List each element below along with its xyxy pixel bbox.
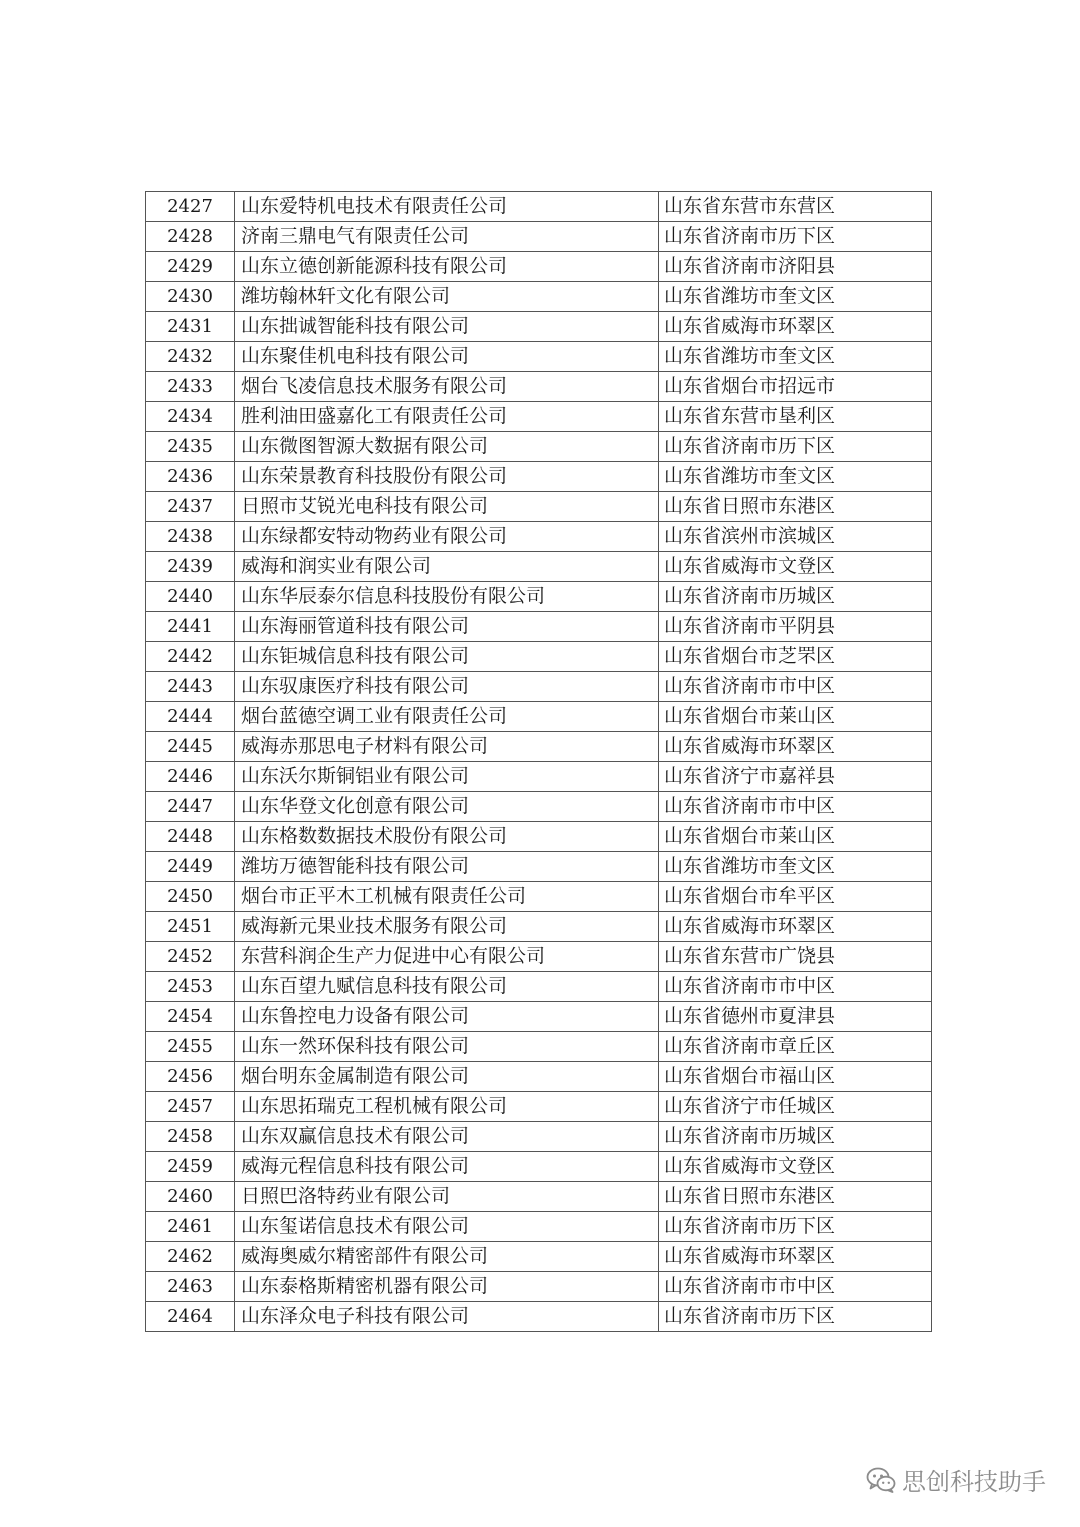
table-row	[146, 372, 932, 402]
table-row	[146, 582, 932, 612]
row-number-cell: 2461	[146, 1212, 235, 1242]
region-cell: 山东省威海市环翠区	[659, 1242, 932, 1272]
row-number-cell: 2451	[146, 912, 235, 942]
table-row	[146, 942, 932, 972]
table-row	[146, 1212, 932, 1242]
row-number-cell: 2454	[146, 1002, 235, 1032]
company-name-cell: 山东泰格斯精密机器有限公司	[235, 1272, 659, 1302]
company-name-cell: 山东格数数据技术股份有限公司	[235, 822, 659, 852]
region-cell: 山东省济南市章丘区	[659, 1032, 932, 1062]
table-row	[146, 1152, 932, 1182]
company-name-cell: 山东驭康医疗科技有限公司	[235, 672, 659, 702]
company-name-cell: 日照市艾锐光电科技有限公司	[235, 492, 659, 522]
company-name-cell: 山东荣景教育科技股份有限公司	[235, 462, 659, 492]
region-cell: 山东省烟台市福山区	[659, 1062, 932, 1092]
table-row	[146, 882, 932, 912]
company-name-cell: 山东华辰泰尔信息科技股份有限公司	[235, 582, 659, 612]
table-row	[146, 1302, 932, 1332]
company-name-cell: 山东双赢信息技术有限公司	[235, 1122, 659, 1152]
table-row	[146, 972, 932, 1002]
row-number-cell: 2429	[146, 252, 235, 282]
company-name-cell: 山东沃尔斯铜铝业有限公司	[235, 762, 659, 792]
region-cell: 山东省济南市历下区	[659, 1212, 932, 1242]
table-row	[146, 792, 932, 822]
table-row	[146, 672, 932, 702]
company-name-cell: 山东聚佳机电科技有限公司	[235, 342, 659, 372]
table-row	[146, 702, 932, 732]
table-row	[146, 912, 932, 942]
company-name-cell: 山东玺诺信息技术有限公司	[235, 1212, 659, 1242]
region-cell: 山东省潍坊市奎文区	[659, 342, 932, 372]
row-number-cell: 2436	[146, 462, 235, 492]
table-row	[146, 1032, 932, 1062]
company-name-cell: 潍坊翰林轩文化有限公司	[235, 282, 659, 312]
region-cell: 山东省烟台市牟平区	[659, 882, 932, 912]
region-cell: 山东省烟台市芝罘区	[659, 642, 932, 672]
row-number-cell: 2457	[146, 1092, 235, 1122]
row-number-cell: 2432	[146, 342, 235, 372]
wechat-icon	[866, 1467, 896, 1493]
table-row	[146, 192, 932, 222]
region-cell: 山东省潍坊市奎文区	[659, 462, 932, 492]
region-cell: 山东省威海市环翠区	[659, 732, 932, 762]
row-number-cell: 2460	[146, 1182, 235, 1212]
row-number-cell: 2459	[146, 1152, 235, 1182]
row-number-cell: 2447	[146, 792, 235, 822]
region-cell: 山东省日照市东港区	[659, 1182, 932, 1212]
row-number-cell: 2452	[146, 942, 235, 972]
company-name-cell: 山东拙诚智能科技有限公司	[235, 312, 659, 342]
region-cell: 山东省济南市平阴县	[659, 612, 932, 642]
table-row	[146, 822, 932, 852]
company-name-cell: 山东一然环保科技有限公司	[235, 1032, 659, 1062]
region-cell: 山东省威海市文登区	[659, 552, 932, 582]
row-number-cell: 2427	[146, 192, 235, 222]
row-number-cell: 2430	[146, 282, 235, 312]
row-number-cell: 2455	[146, 1032, 235, 1062]
wechat-watermark	[866, 1462, 1046, 1497]
row-number-cell: 2446	[146, 762, 235, 792]
company-name-cell: 烟台市正平木工机械有限责任公司	[235, 882, 659, 912]
region-cell: 山东省潍坊市奎文区	[659, 852, 932, 882]
row-number-cell: 2443	[146, 672, 235, 702]
region-cell: 山东省济南市市中区	[659, 672, 932, 702]
row-number-cell: 2435	[146, 432, 235, 462]
table-row	[146, 1182, 932, 1212]
region-cell: 山东省济南市历下区	[659, 432, 932, 462]
region-cell: 山东省济南市市中区	[659, 1272, 932, 1302]
region-cell: 山东省威海市环翠区	[659, 312, 932, 342]
company-name-cell: 潍坊万德智能科技有限公司	[235, 852, 659, 882]
table-row	[146, 282, 932, 312]
company-name-cell: 日照巴洛特药业有限公司	[235, 1182, 659, 1212]
table-row	[146, 552, 932, 582]
company-name-cell: 山东思拓瑞克工程机械有限公司	[235, 1092, 659, 1122]
company-name-cell: 威海奥威尔精密部件有限公司	[235, 1242, 659, 1272]
company-name-cell: 山东泽众电子科技有限公司	[235, 1302, 659, 1332]
company-name-cell: 东营科润企生产力促进中心有限公司	[235, 942, 659, 972]
row-number-cell: 2431	[146, 312, 235, 342]
row-number-cell: 2439	[146, 552, 235, 582]
table-row	[146, 462, 932, 492]
row-number-cell: 2463	[146, 1272, 235, 1302]
region-cell: 山东省济南市市中区	[659, 972, 932, 1002]
region-cell: 山东省威海市环翠区	[659, 912, 932, 942]
row-number-cell: 2440	[146, 582, 235, 612]
row-number-cell: 2434	[146, 402, 235, 432]
company-name-cell: 山东钜城信息科技有限公司	[235, 642, 659, 672]
company-name-cell: 山东绿都安特动物药业有限公司	[235, 522, 659, 552]
table-row	[146, 1242, 932, 1272]
region-cell: 山东省济南市历城区	[659, 582, 932, 612]
company-name-cell: 烟台飞凌信息技术服务有限公司	[235, 372, 659, 402]
row-number-cell: 2428	[146, 222, 235, 252]
row-number-cell: 2456	[146, 1062, 235, 1092]
row-number-cell: 2448	[146, 822, 235, 852]
table-row	[146, 222, 932, 252]
row-number-cell: 2442	[146, 642, 235, 672]
company-name-cell: 山东百望九赋信息科技有限公司	[235, 972, 659, 1002]
company-name-cell: 山东微图智源大数据有限公司	[235, 432, 659, 462]
region-cell: 山东省东营市垦利区	[659, 402, 932, 432]
table-row	[146, 342, 932, 372]
row-number-cell: 2441	[146, 612, 235, 642]
table-row	[146, 1062, 932, 1092]
table-row	[146, 312, 932, 342]
region-cell: 山东省东营市东营区	[659, 192, 932, 222]
table-row	[146, 522, 932, 552]
row-number-cell: 2445	[146, 732, 235, 762]
company-name-cell: 威海新元果业技术服务有限公司	[235, 912, 659, 942]
row-number-cell: 2437	[146, 492, 235, 522]
row-number-cell: 2464	[146, 1302, 235, 1332]
region-cell: 山东省济南市历下区	[659, 222, 932, 252]
region-cell: 山东省烟台市招远市	[659, 372, 932, 402]
table-body	[146, 192, 932, 1332]
company-name-cell: 济南三鼎电气有限责任公司	[235, 222, 659, 252]
region-cell: 山东省济南市市中区	[659, 792, 932, 822]
row-number-cell: 2453	[146, 972, 235, 1002]
row-number-cell: 2433	[146, 372, 235, 402]
company-name-cell: 威海和润实业有限公司	[235, 552, 659, 582]
region-cell: 山东省烟台市莱山区	[659, 702, 932, 732]
company-name-cell: 烟台蓝德空调工业有限责任公司	[235, 702, 659, 732]
company-name-cell: 烟台明东金属制造有限公司	[235, 1062, 659, 1092]
region-cell: 山东省济南市济阳县	[659, 252, 932, 282]
region-cell: 山东省滨州市滨城区	[659, 522, 932, 552]
table-row	[146, 612, 932, 642]
region-cell: 山东省德州市夏津县	[659, 1002, 932, 1032]
table-row	[146, 402, 932, 432]
region-cell: 山东省潍坊市奎文区	[659, 282, 932, 312]
region-cell: 山东省济宁市嘉祥县	[659, 762, 932, 792]
company-name-cell: 威海赤那思电子材料有限公司	[235, 732, 659, 762]
region-cell: 山东省东营市广饶县	[659, 942, 932, 972]
region-cell: 山东省威海市文登区	[659, 1152, 932, 1182]
company-name-cell: 山东立德创新能源科技有限公司	[235, 252, 659, 282]
company-name-cell: 山东海丽管道科技有限公司	[235, 612, 659, 642]
row-number-cell: 2438	[146, 522, 235, 552]
watermark-text: 思创科技助手	[902, 1468, 1046, 1496]
region-cell: 山东省日照市东港区	[659, 492, 932, 522]
company-name-cell: 威海元程信息科技有限公司	[235, 1152, 659, 1182]
table-row	[146, 1092, 932, 1122]
table-row	[146, 252, 932, 282]
region-cell: 山东省济宁市任城区	[659, 1092, 932, 1122]
table-row	[146, 852, 932, 882]
region-cell: 山东省烟台市莱山区	[659, 822, 932, 852]
company-name-cell: 山东爱特机电技术有限责任公司	[235, 192, 659, 222]
table-row	[146, 762, 932, 792]
table-row	[146, 1122, 932, 1152]
row-number-cell: 2462	[146, 1242, 235, 1272]
company-name-cell: 山东华登文化创意有限公司	[235, 792, 659, 822]
row-number-cell: 2449	[146, 852, 235, 882]
row-number-cell: 2450	[146, 882, 235, 912]
row-number-cell: 2444	[146, 702, 235, 732]
table-row	[146, 642, 932, 672]
company-name-cell: 胜利油田盛嘉化工有限责任公司	[235, 402, 659, 432]
region-cell: 山东省济南市历下区	[659, 1302, 932, 1332]
table-row	[146, 1272, 932, 1302]
table-row	[146, 432, 932, 462]
company-list-table	[145, 191, 932, 1332]
region-cell: 山东省济南市历城区	[659, 1122, 932, 1152]
company-name-cell: 山东鲁控电力设备有限公司	[235, 1002, 659, 1032]
table-row	[146, 492, 932, 522]
table-row	[146, 1002, 932, 1032]
row-number-cell: 2458	[146, 1122, 235, 1152]
table-row	[146, 732, 932, 762]
